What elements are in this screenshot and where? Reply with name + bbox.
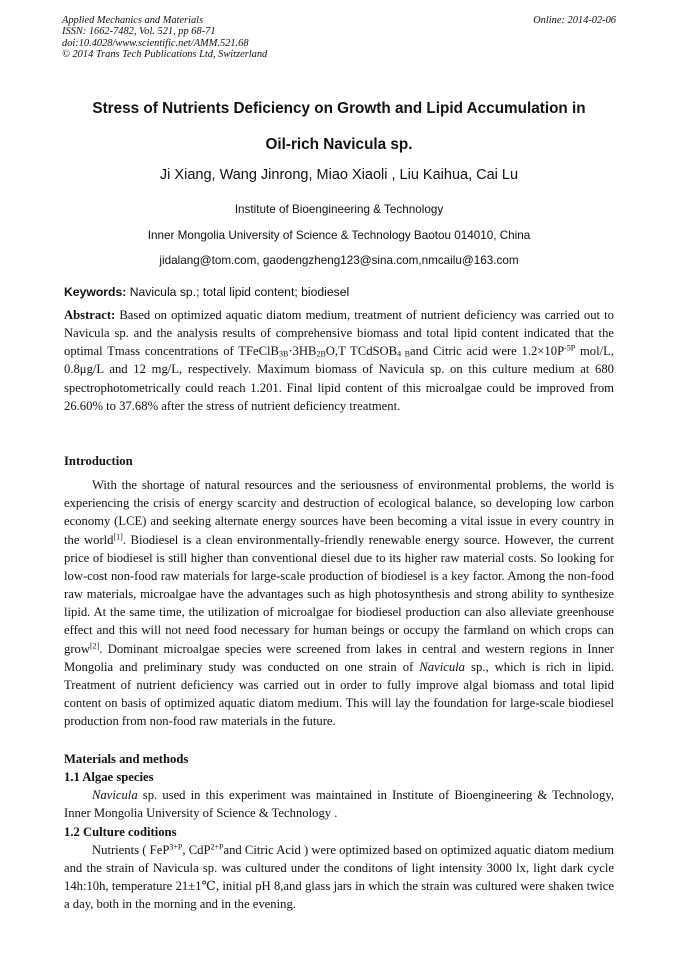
culture-conditions-heading: 1.2 Culture coditions xyxy=(64,824,177,839)
online-date: Online: 2014-02-06 xyxy=(533,15,616,26)
abstract-text: and Citric acid were 1.2×10P xyxy=(410,344,565,359)
abstract xyxy=(64,306,614,415)
subscript: 4 B xyxy=(397,349,410,359)
superscript: 3+P xyxy=(169,842,183,852)
methods-heading: Materials and methods xyxy=(64,752,189,766)
journal-name: Applied Mechanics and Materials xyxy=(62,15,204,26)
author-emails: jidalang@tom.com, gaodengzheng123@sina.com,nmcailu@163.com xyxy=(159,254,519,267)
abstract-text: Based on optimized aquatic diatom medium, treatment of nutrient deficiency was carried out to Navicula sp. and the analysis results of comprehensive biomass and total lipid content indicated that the optimal Tmass concentrations of TFeClB xyxy=(64,308,614,359)
keywords-label: Keywords: xyxy=(64,285,127,299)
affiliation-university: Inner Mongolia University of Science & Technology Baotou 014010, China xyxy=(147,229,531,242)
algae-species-heading: 1.1 Algae species xyxy=(64,770,154,785)
superscript: 2+P xyxy=(210,842,224,852)
abstract-text: O,T TCdSOB xyxy=(325,344,398,359)
methods-text: , CdP xyxy=(182,842,211,857)
methods-text: and Citric Acid ) were optimized based on optimized aquatic diatom medium and the strain of Navicula sp. was cultured under the conditons of light intensity 3000 lx, light dark cycle 14h:10h, temperature 21±1℃, initial pH 8,and glass jars in which the strain was cultured were shaken twice a day, both in the morning and in the evening. xyxy=(64,842,615,912)
culture-conditions-paragraph xyxy=(64,841,614,914)
journal-header xyxy=(62,15,616,61)
methods-section xyxy=(64,750,614,913)
abstract-text: mol/L, 0.8μg/L and 12 mg/L, respectively. Maximum biomass of Navicula sp. on this culture medium at 680 spectrophotometrically could reach 1.201. Final lipid content of this microalgae could be improved from 26.60% to 37.68% after the stress of nutrient deficiency treatment. xyxy=(64,344,615,413)
paper-title xyxy=(40,91,638,163)
keywords xyxy=(64,285,616,299)
title-line-1: Stress of Nutrients Deficiency on Growth and Lipid Accumulation in xyxy=(92,100,586,117)
issn: ISSN: 1662-7482, Vol. 521, pp 68-71 xyxy=(62,26,216,38)
methods-text: sp. used in this experiment was maintained in Institute of Bioengineering & Technology, Inner Mongolia University of Science & Technology . xyxy=(64,788,614,821)
species-name: Navicula xyxy=(419,659,465,674)
superscript: -5P xyxy=(564,343,576,353)
abstract-text: ·3HB xyxy=(288,344,317,359)
intro-text: sp., which is rich in lipid. Treatment of nutrient deficiency was carried out in order to fully improve algal biomass and total lipid content on basis of optimized aquatic diatom medium. This will lay the foundation for large-scale biodiesel production from non-food raw materials in the future. xyxy=(64,659,614,729)
intro-text: . Biodiesel is a clean environmentally-friendly renewable energy source. However, the current price of biodiesel is still higher than conventional diesel due to its higher raw material costs. So looking for low-cost non-food raw materials for large-scale production of biodiesel is a key factor. Among the non-food raw materials, microalgae have the advantages such as high photosynthesis and strong ability to synthesize lipid. At the same time, the utilization of microalgae for biodiesel production can also alleviate greenhouse effect and this will not need food necessary for human beings or occupy the farmland on which crops can grow xyxy=(64,532,615,656)
subscript: 3B xyxy=(279,349,289,359)
citation-ref: [1] xyxy=(113,532,123,542)
abstract-label: Abstract: xyxy=(64,308,116,322)
doi: doi:10.4028/www.scientific.net/AMM.521.68 xyxy=(62,37,249,49)
intro-text: . Dominant microalgae species were screened from lakes in central and western regions in Inner Mongolia and preliminary study was conducted on one strain of xyxy=(64,641,614,674)
authors: Ji Xiang, Wang Jinrong, Miao Xiaoli , Liu Kaihua, Cai Lu xyxy=(159,167,519,183)
title-line-2: Oil-rich Navicula sp. xyxy=(265,136,413,153)
algae-species-paragraph xyxy=(64,786,614,822)
copyright: © 2014 Trans Tech Publications Ltd, Switzerland xyxy=(62,49,268,61)
introduction-section xyxy=(64,452,614,730)
species-name: Navicula xyxy=(92,788,138,803)
methods-text: Nutrients ( FeP xyxy=(92,842,170,857)
keywords-text: Navicula sp.; total lipid content; biodiesel xyxy=(129,285,350,299)
introduction-heading: Introduction xyxy=(64,454,133,468)
intro-text: With the shortage of natural resources and the seriousness of environmental problems, the world is experiencing the crisis of energy scarcity and destruction of ecological balance, so developing low carbon economy (LCE) and seeking alternate energy sources have been becoming a vital issue in every country in the world xyxy=(64,478,614,547)
citation-ref: [2] xyxy=(89,641,100,651)
introduction-paragraph xyxy=(64,476,614,730)
subscript: 2B xyxy=(316,349,326,359)
affiliation-institute: Institute of Bioengineering & Technology xyxy=(234,203,444,216)
